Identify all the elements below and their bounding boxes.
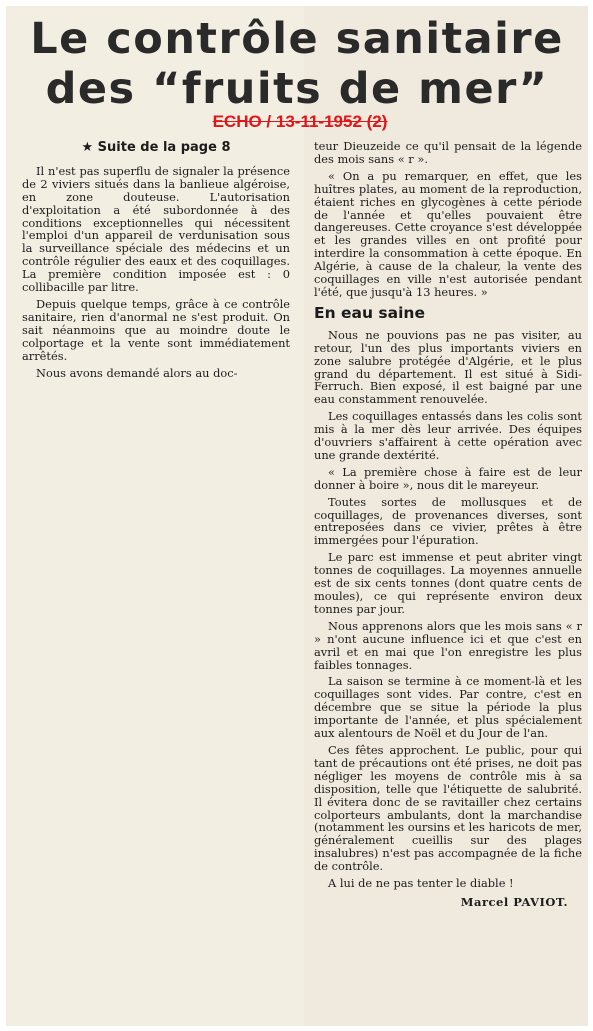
paragraph: Il n'est pas superflu de signaler la présence de 2 viviers situés dans la banlieue algéroise, en zone douteuse. L'autorisation d'exploitation a été subordonnée à des conditions exceptionnelles qui nécessitent l'emploi d'un appareil de verdunisation sous la surveillance spéciale des médecins et un contrôle régulier des eaux et des coquillages. La première condition imposée est : 0 collibacille par litre.: [22, 163, 290, 295]
paragraph: Toutes sortes de mollusques et de coquillages, de provenances diverses, sont entreposées dans ce vivier, prêtes à être immergées pour l'épuration.: [314, 494, 582, 548]
section-subhead: En eau saine: [314, 303, 425, 322]
paragraph: A lui de ne pas tenter le diable !: [328, 876, 514, 891]
paragraph: Le parc est immense et peut abriter vingt tonnes de coquillages. La moyennes annuelle est de six cents tonnes (dont quatre cents de moules), ce qui représente environ deux tonnes par jour.: [314, 550, 582, 616]
article-column-left: [22, 142, 290, 383]
paragraph: Depuis quelque temps, grâce à ce contrôle sanitaire, rien d'anormal ne s'est produit. On sait néanmoins que au moindre doute le colportage et la vente sont immédiatement arrêtés.: [22, 296, 290, 363]
paragraph: Nous apprenons alors que les mois sans « r » n'ont aucune influence ici et que c'est en avril et en mai que l'on enregistre les plus faibles tonnages.: [314, 618, 582, 672]
paragraph: Nous avons demandé alors au doc-: [36, 365, 238, 380]
source-stamp: ECHO / 13-11-1952 (2): [212, 112, 388, 131]
article-column-right: [314, 140, 582, 909]
headline: [8, 14, 586, 114]
headline-line-1: Le contrôle sanitaire: [30, 14, 564, 64]
headline-line-2: des “fruits de mer”: [45, 64, 549, 114]
paragraph: Les coquillages entassés dans les colis sont mis à la mer dès leur arrivée. Des équipes d'ouvriers s'affairent à cette opération avec une grande dextérité.: [314, 409, 582, 462]
paragraph: teur Dieuzeide ce qu'il pensait de la légende des mois sans « r ».: [314, 139, 582, 166]
paragraph: « La première chose à faire est de leur donner à boire », nous dit le mareyeur.: [314, 464, 582, 492]
paragraph: Ces fêtes approchent. Le public, pour qui tant de précautions ont été prises, ne doit pas négliger les moyens de contrôle mis à sa disposition, telle que l'étiquette de salubrité. Il évitera donc de se ravitailler chez certains colporteurs ambulants, dont la marchandise (notamment les oursins et les haricots de mer, généralement cueillis sur des plages insalubres) n'est pas accompagnée de la fiche de contrôle.: [314, 742, 582, 874]
author-byline: Marcel PAVIOT.: [460, 894, 568, 909]
paragraph: Nous ne pouvions pas ne pas visiter, au retour, l'un des plus importants viviers en zone salubre protégée d'Algérie, et le plus grand du département. Il est situé à Sidi-Ferruch. Bien exposé, il est baigné par une eau constamment renouvelée.: [314, 327, 582, 407]
paragraph: La saison se termine à ce moment-là et les coquillages sont vides. Par contre, c'est en décembre que se situe la période la plus importante de l'année, et plus spécialement aux alentours de Noël et du Jour de l'an.: [314, 674, 582, 741]
continuation-kicker: ★ Suite de la page 8: [81, 140, 231, 155]
paragraph: « On a pu remarquer, en effet, que les huîtres plates, au moment de la reproduction, étaient riches en glycogènes à cette période de l'année et qu'elles pouvaient être dangereuses. Cette croyance s'est développée et les grandes villes en ont profité pour interdire la consommation à cette époque. En Algérie, à cause de la chaleur, la vente des coquillages en ville n'est autorisée pendant l'été, que jusqu'à 13 heures. »: [314, 168, 582, 299]
